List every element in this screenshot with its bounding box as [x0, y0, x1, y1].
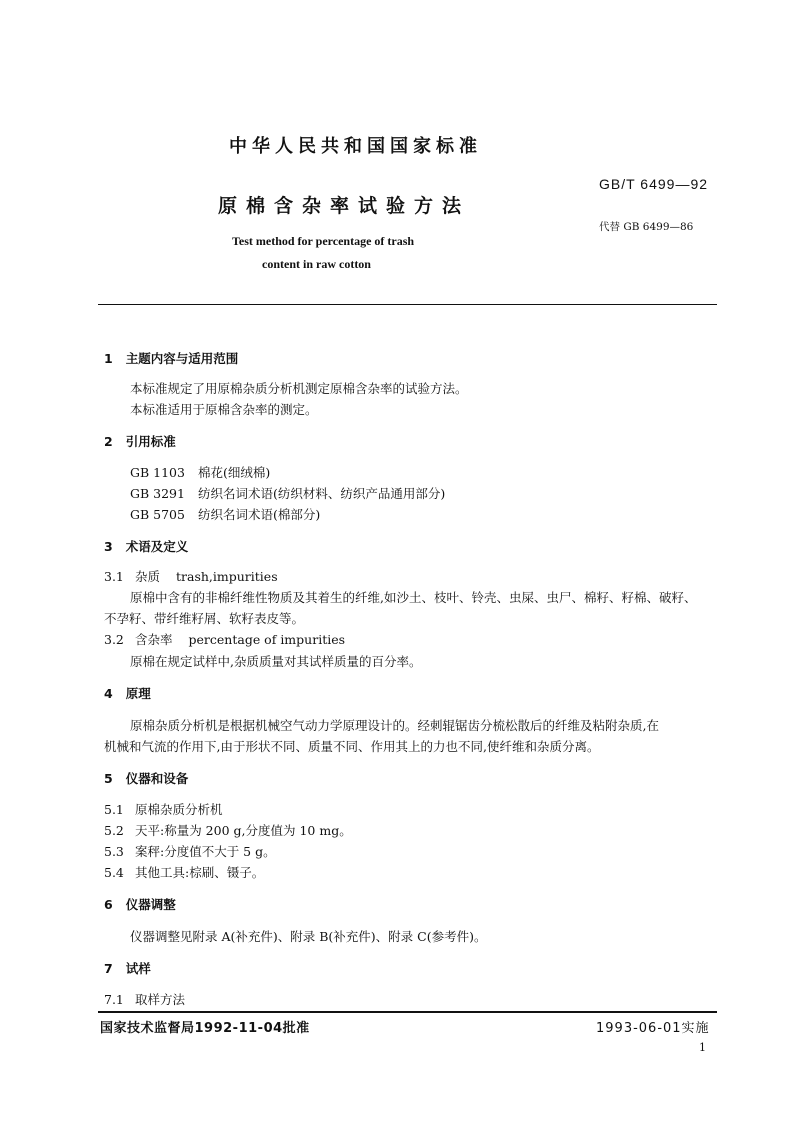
- replaces-note: 代替 GB 6499—86: [599, 221, 694, 233]
- reference-item: [130, 484, 445, 502]
- equipment-item: [104, 842, 276, 860]
- reference-code: GB 5705: [130, 507, 185, 522]
- reference-code: GB 3291: [130, 486, 185, 501]
- section-5-heading: [104, 769, 188, 787]
- clause-number: 5.2: [104, 823, 124, 838]
- section-number: 7: [104, 961, 113, 976]
- section-title: 术语及定义: [125, 539, 189, 554]
- term-zh: 含杂率: [135, 632, 173, 647]
- clause-number: 5.3: [104, 844, 124, 859]
- equipment-item: [104, 800, 223, 818]
- term-en: percentage of impurities: [188, 632, 346, 647]
- equipment-item: [104, 821, 352, 839]
- header-divider: [98, 304, 717, 305]
- paragraph: 本标准规定了用原棉杂质分析机测定原棉含杂率的试验方法。: [130, 381, 468, 396]
- section-6-heading: [104, 895, 176, 913]
- definition-line: 不孕籽、带纤维籽屑、软籽表皮等。: [104, 611, 305, 626]
- item-text: 取样方法: [135, 992, 186, 1007]
- section-number: 3: [104, 539, 113, 554]
- item-text: 天平:称量为 200 g,分度值为 10 mg。: [135, 823, 352, 838]
- equipment-item: [104, 863, 264, 881]
- definition-line: 原棉在规定试样中,杂质质量对其试样质量的百分率。: [130, 654, 422, 669]
- clause-number: 7.1: [104, 992, 124, 1007]
- english-title-line1: Test method for percentage of trash: [232, 234, 415, 248]
- clause-number: 5.1: [104, 802, 124, 817]
- clause-number: 5.4: [104, 865, 124, 880]
- document-title: 原棉含杂率试验方法: [218, 195, 471, 217]
- section-1-heading: [104, 349, 238, 367]
- paragraph-line: 原棉杂质分析机是根据机械空气动力学原理设计的。经刺辊锯齿分梳松散后的纤维及粘附杂质,在: [130, 718, 659, 733]
- section-number: 4: [104, 686, 113, 701]
- reference-item: [130, 463, 270, 481]
- section-number: 2: [104, 434, 113, 449]
- page-number: 1: [699, 1041, 706, 1054]
- item-text: 原棉杂质分析机: [135, 802, 223, 817]
- section-number: 6: [104, 897, 113, 912]
- section-3-heading: [104, 537, 188, 555]
- reference-name: 棉花(细绒棉): [198, 465, 271, 480]
- section-title: 主题内容与适用范围: [125, 351, 239, 366]
- section-number: 5: [104, 771, 113, 786]
- section-title: 试样: [125, 961, 151, 976]
- term-3-1: [104, 567, 278, 585]
- approval-line: 国家技术监督局1992-11-04批准: [100, 1021, 310, 1036]
- section-4-heading: [104, 684, 151, 702]
- effective-date-line: 1993-06-01实施: [596, 1021, 710, 1036]
- reference-name: 纺织名词术语(棉部分): [198, 507, 321, 522]
- section-title: 原理: [125, 686, 151, 701]
- national-standard-heading: 中华人民共和国国家标准: [229, 136, 482, 157]
- reference-code: GB 1103: [130, 465, 185, 480]
- section-number: 1: [104, 351, 113, 366]
- standard-number: GB/T 6499—92: [599, 176, 709, 192]
- clause-number: 3.1: [104, 569, 124, 584]
- section-7-heading: [104, 959, 151, 977]
- term-en: trash,impurities: [176, 569, 278, 584]
- clause-number: 3.2: [104, 632, 124, 647]
- reference-name: 纺织名词术语(纺织材料、纺织产品通用部分): [198, 486, 446, 501]
- reference-item: [130, 505, 320, 523]
- footer-divider: [98, 1011, 717, 1013]
- paragraph: 仪器调整见附录 A(补充件)、附录 B(补充件)、附录 C(参考件)。: [130, 929, 487, 944]
- section-title: 仪器和设备: [125, 771, 189, 786]
- item-text: 其他工具:棕刷、镊子。: [135, 865, 265, 880]
- item-text: 案秤:分度值不大于 5 g。: [135, 844, 276, 859]
- clause-7-1: [104, 990, 185, 1008]
- term-3-2: [104, 630, 345, 648]
- definition-line: 原棉中含有的非棉纤维性物质及其着生的纤维,如沙土、枝叶、铃壳、虫屎、虫尸、棉籽、籽棉、破籽、: [130, 590, 697, 605]
- section-title: 引用标准: [125, 434, 176, 449]
- english-title-line2: content in raw cotton: [262, 257, 371, 271]
- term-zh: 杂质: [135, 569, 161, 584]
- section-title: 仪器调整: [125, 897, 176, 912]
- paragraph: 本标准适用于原棉含杂率的测定。: [130, 402, 318, 417]
- paragraph-line: 机械和气流的作用下,由于形状不同、质量不同、作用其上的力也不同,使纤维和杂质分离。: [104, 739, 600, 754]
- section-2-heading: [104, 432, 176, 450]
